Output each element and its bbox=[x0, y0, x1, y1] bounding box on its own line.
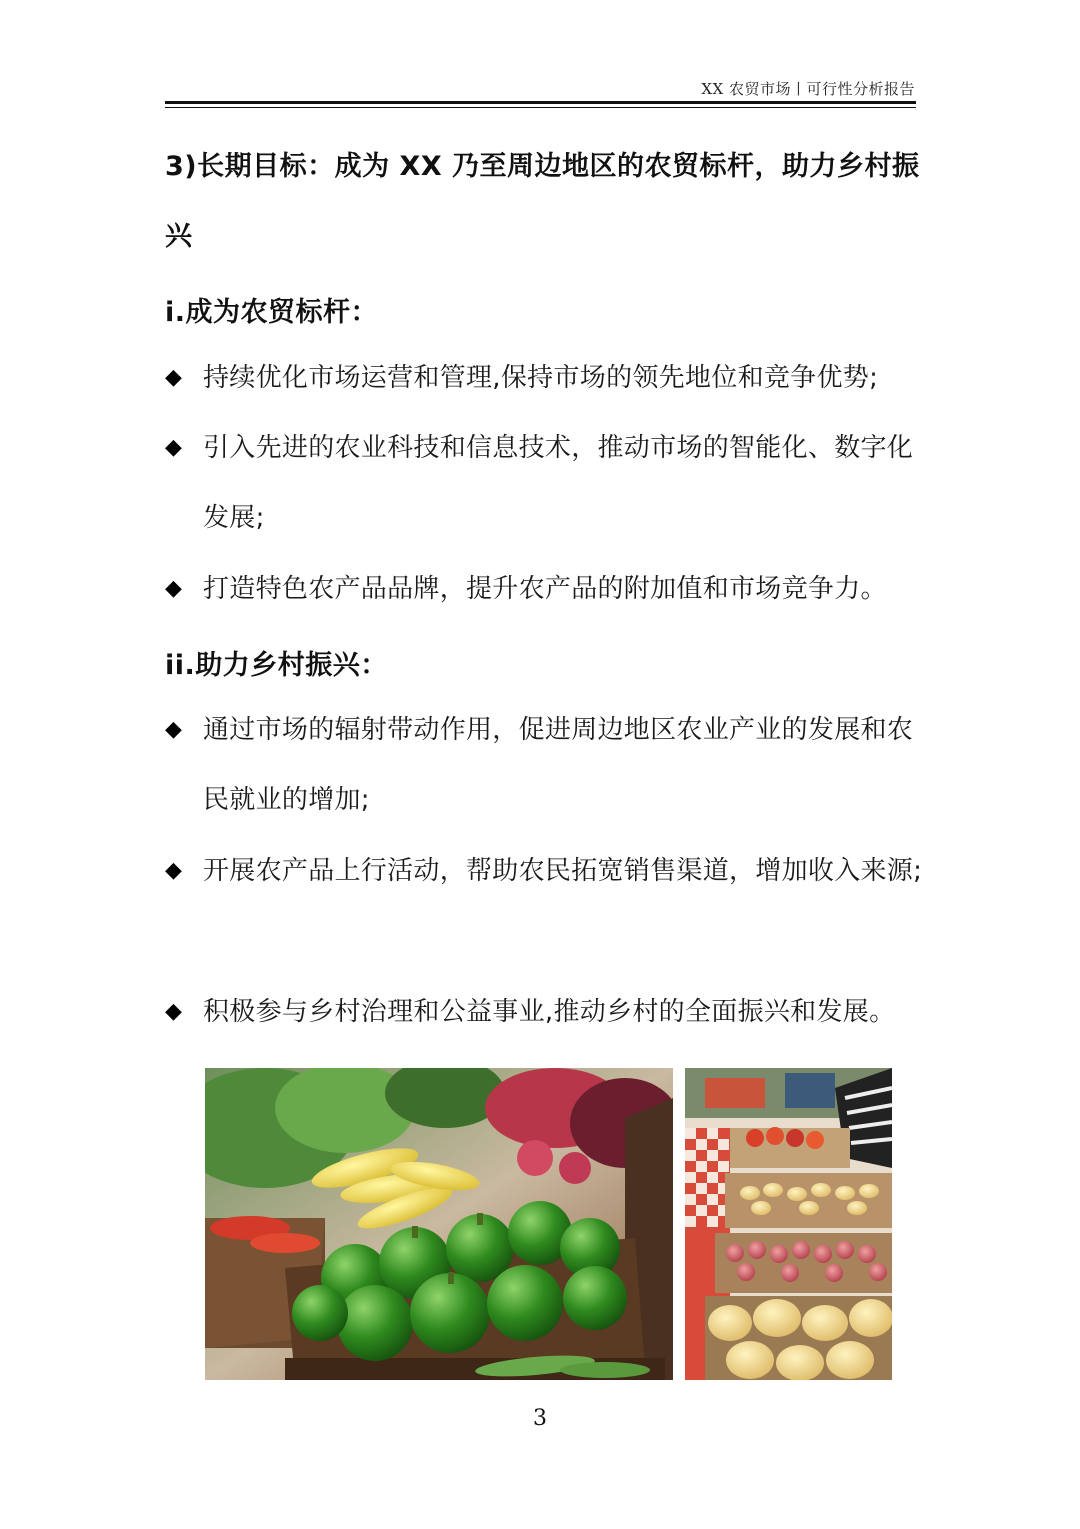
bullet-text: 引入先进的农业科技和信息技术，推动市场的智能化、数字化发展; bbox=[203, 433, 914, 533]
diamond-bullet-icon: ◆ bbox=[165, 435, 182, 460]
bullet-item bbox=[165, 554, 925, 624]
bullet-item bbox=[165, 413, 925, 553]
diamond-bullet-icon: ◆ bbox=[165, 858, 182, 883]
peppers-baskets-image bbox=[205, 1068, 673, 1380]
header-rule bbox=[165, 101, 916, 104]
bullet-item bbox=[165, 695, 925, 835]
diamond-bullet-icon: ◆ bbox=[165, 999, 182, 1024]
bullet-text: 开展农产品上行活动，帮助农民拓宽销售渠道，增加收入来源; bbox=[203, 856, 923, 886]
subheading-benchmark: i.成为农贸标杆： bbox=[165, 297, 379, 328]
section-heading: 3)长期目标：成为 XX 乃至周边地区的农贸标杆，助力乡村振兴 bbox=[165, 151, 920, 252]
bullet-text: 打造特色农产品品牌，提升农产品的附加值和市场竞争力。 bbox=[203, 574, 887, 604]
potatoes-crates-image bbox=[685, 1068, 892, 1380]
header-rule-thin bbox=[165, 107, 916, 108]
running-header: XX 农贸市场丨可行性分析报告 bbox=[701, 80, 915, 98]
bullet-text: 通过市场的辐射带动作用，促进周边地区农业产业的发展和农民就业的增加; bbox=[203, 715, 914, 815]
bullet-text: 持续优化市场运营和管理,保持市场的领先地位和竞争优势; bbox=[203, 363, 879, 393]
bullet-item bbox=[165, 836, 925, 906]
page-number: 3 bbox=[533, 1406, 547, 1431]
vegetables-photo bbox=[205, 1068, 673, 1380]
bullet-text: 积极参与乡村治理和公益事业,推动乡村的全面振兴和发展。 bbox=[203, 997, 896, 1027]
bullet-item bbox=[165, 343, 925, 413]
diamond-bullet-icon: ◆ bbox=[165, 365, 182, 390]
potatoes-photo bbox=[685, 1068, 892, 1380]
diamond-bullet-icon: ◆ bbox=[165, 717, 182, 742]
diamond-bullet-icon: ◆ bbox=[165, 576, 182, 601]
subheading-rural-revitalization: ii.助力乡村振兴： bbox=[165, 650, 388, 681]
bullet-item bbox=[165, 977, 925, 1047]
